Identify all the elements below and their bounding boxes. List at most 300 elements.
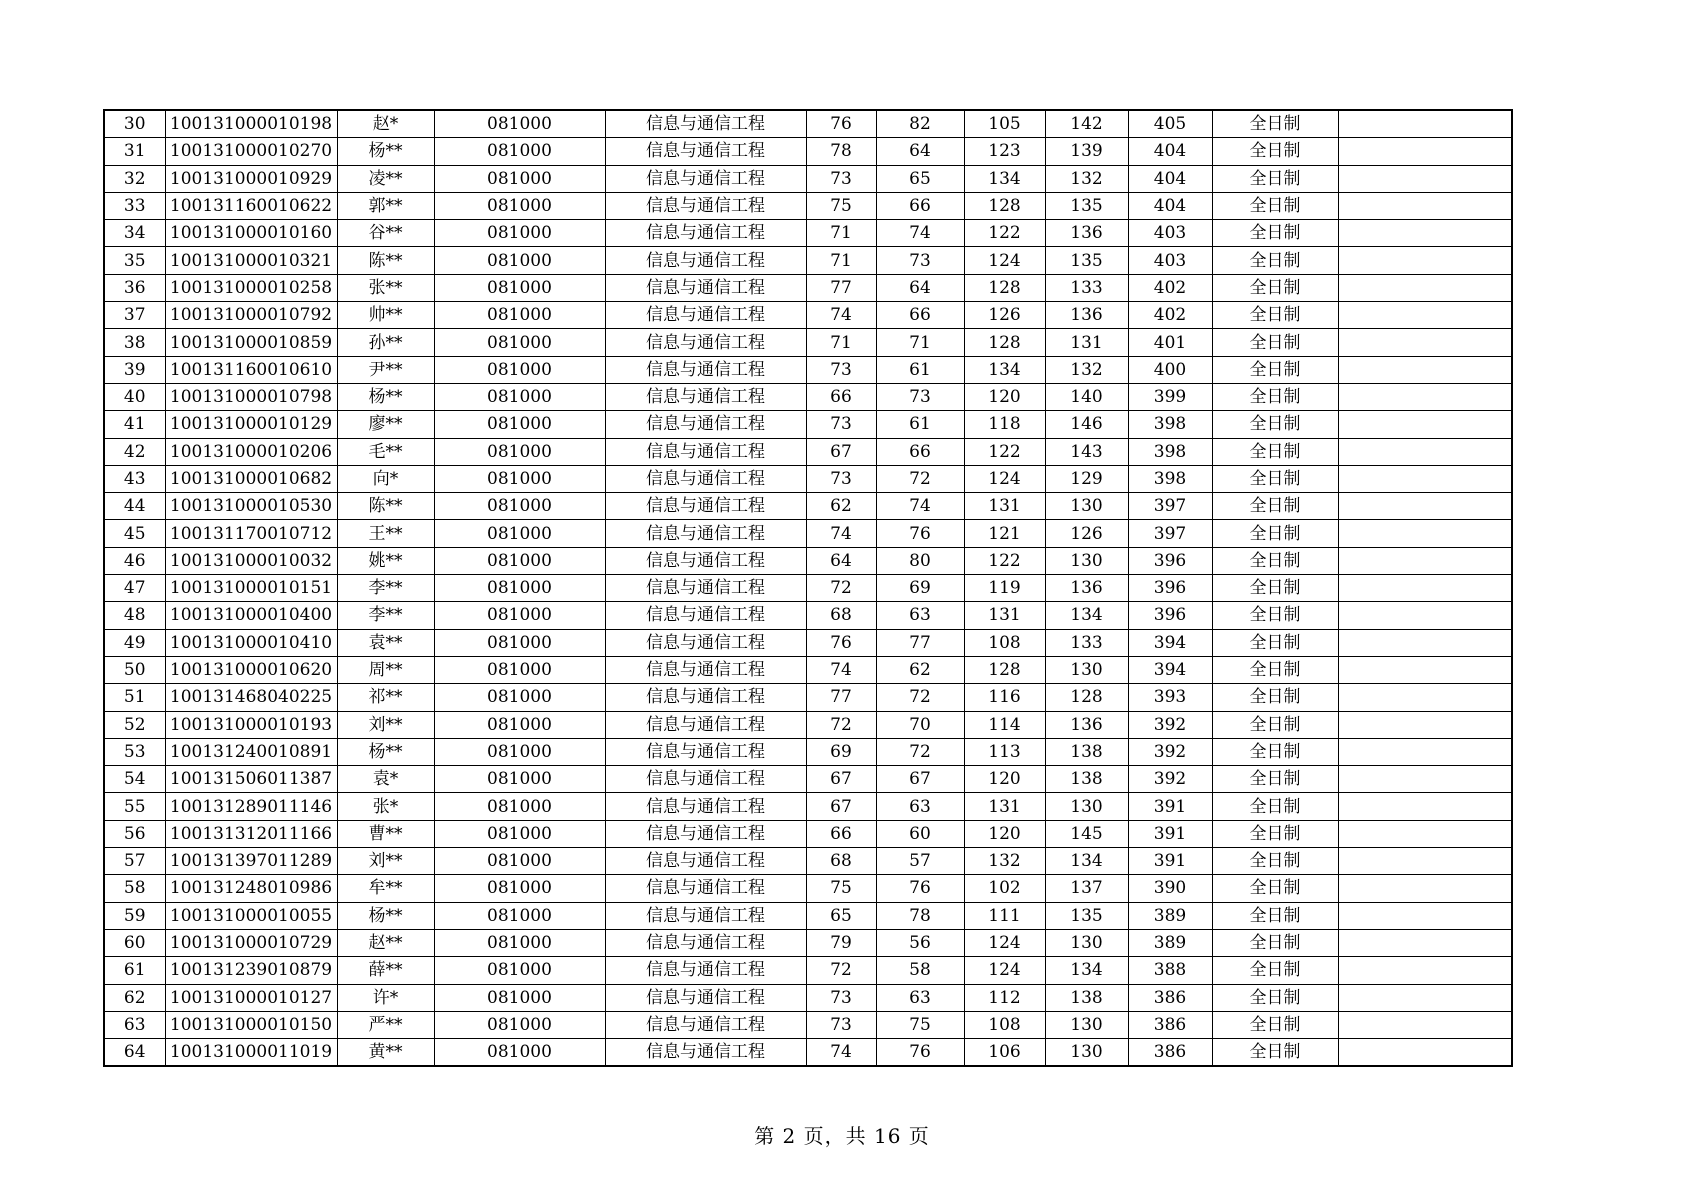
table-row (104, 383, 1512, 410)
cell-score-total: 403 (1128, 247, 1212, 274)
cell-major-code: 081000 (434, 711, 605, 738)
table-row (104, 738, 1512, 765)
cell-major-code: 081000 (434, 110, 605, 138)
cell-score-politics: 68 (806, 848, 876, 875)
cell-major-name: 信息与通信工程 (605, 848, 806, 875)
cell-serial-no: 35 (104, 247, 165, 274)
cell-serial-no: 34 (104, 220, 165, 247)
cell-exam-id: 100131000010055 (165, 902, 337, 929)
cell-major-name: 信息与通信工程 (605, 738, 806, 765)
cell-major-code: 081000 (434, 520, 605, 547)
cell-study-mode: 全日制 (1212, 984, 1338, 1011)
cell-remarks (1338, 656, 1512, 683)
cell-remarks (1338, 929, 1512, 956)
cell-score-professional: 143 (1045, 438, 1128, 465)
cell-major-name: 信息与通信工程 (605, 575, 806, 602)
cell-name: 李** (337, 602, 434, 629)
cell-serial-no: 36 (104, 274, 165, 301)
cell-name: 凌** (337, 165, 434, 192)
cell-exam-id: 100131000010129 (165, 411, 337, 438)
cell-score-professional: 130 (1045, 493, 1128, 520)
cell-score-english: 75 (876, 1011, 964, 1038)
cell-study-mode: 全日制 (1212, 957, 1338, 984)
cell-score-professional: 142 (1045, 110, 1128, 138)
cell-major-name: 信息与通信工程 (605, 547, 806, 574)
cell-score-math: 105 (964, 110, 1045, 138)
table-row (104, 220, 1512, 247)
cell-remarks (1338, 875, 1512, 902)
cell-major-code: 081000 (434, 493, 605, 520)
cell-exam-id: 100131000010160 (165, 220, 337, 247)
cell-serial-no: 55 (104, 793, 165, 820)
table-row (104, 629, 1512, 656)
table-row (104, 711, 1512, 738)
cell-remarks (1338, 520, 1512, 547)
cell-serial-no: 59 (104, 902, 165, 929)
cell-major-name: 信息与通信工程 (605, 192, 806, 219)
cell-score-math: 122 (964, 220, 1045, 247)
cell-score-politics: 64 (806, 547, 876, 574)
table-row (104, 929, 1512, 956)
cell-name: 张* (337, 793, 434, 820)
cell-study-mode: 全日制 (1212, 356, 1338, 383)
cell-study-mode: 全日制 (1212, 493, 1338, 520)
cell-major-name: 信息与通信工程 (605, 602, 806, 629)
cell-score-english: 65 (876, 165, 964, 192)
cell-score-math: 124 (964, 929, 1045, 956)
cell-major-name: 信息与通信工程 (605, 929, 806, 956)
cell-score-total: 400 (1128, 356, 1212, 383)
cell-remarks (1338, 711, 1512, 738)
cell-serial-no: 44 (104, 493, 165, 520)
cell-score-politics: 77 (806, 274, 876, 301)
cell-major-name: 信息与通信工程 (605, 684, 806, 711)
table-row (104, 520, 1512, 547)
cell-score-politics: 71 (806, 329, 876, 356)
cell-score-professional: 134 (1045, 848, 1128, 875)
table-row (104, 493, 1512, 520)
cell-major-code: 081000 (434, 820, 605, 847)
cell-major-name: 信息与通信工程 (605, 984, 806, 1011)
cell-score-total: 394 (1128, 656, 1212, 683)
cell-score-math: 128 (964, 192, 1045, 219)
table-row (104, 602, 1512, 629)
cell-name: 周** (337, 656, 434, 683)
cell-score-politics: 67 (806, 766, 876, 793)
cell-study-mode: 全日制 (1212, 738, 1338, 765)
cell-score-english: 77 (876, 629, 964, 656)
cell-remarks (1338, 738, 1512, 765)
cell-score-math: 108 (964, 1011, 1045, 1038)
cell-major-code: 081000 (434, 302, 605, 329)
cell-score-total: 388 (1128, 957, 1212, 984)
cell-score-professional: 146 (1045, 411, 1128, 438)
cell-name: 谷** (337, 220, 434, 247)
cell-major-name: 信息与通信工程 (605, 875, 806, 902)
cell-remarks (1338, 329, 1512, 356)
cell-serial-no: 33 (104, 192, 165, 219)
cell-score-english: 72 (876, 738, 964, 765)
cell-score-professional: 140 (1045, 383, 1128, 410)
cell-major-code: 081000 (434, 1039, 605, 1067)
cell-score-professional: 130 (1045, 1039, 1128, 1067)
cell-study-mode: 全日制 (1212, 711, 1338, 738)
cell-name: 孙** (337, 329, 434, 356)
cell-remarks (1338, 411, 1512, 438)
cell-score-politics: 75 (806, 192, 876, 219)
cell-score-professional: 130 (1045, 793, 1128, 820)
cell-major-code: 081000 (434, 984, 605, 1011)
cell-remarks (1338, 629, 1512, 656)
cell-score-politics: 66 (806, 820, 876, 847)
cell-study-mode: 全日制 (1212, 192, 1338, 219)
cell-name: 杨** (337, 738, 434, 765)
cell-score-politics: 68 (806, 602, 876, 629)
table-row (104, 793, 1512, 820)
cell-score-english: 78 (876, 902, 964, 929)
cell-score-total: 390 (1128, 875, 1212, 902)
cell-serial-no: 62 (104, 984, 165, 1011)
cell-remarks (1338, 547, 1512, 574)
table-row (104, 110, 1512, 138)
cell-score-professional: 135 (1045, 247, 1128, 274)
cell-score-math: 113 (964, 738, 1045, 765)
cell-name: 赵** (337, 929, 434, 956)
cell-serial-no: 61 (104, 957, 165, 984)
cell-major-code: 081000 (434, 274, 605, 301)
cell-name: 刘** (337, 848, 434, 875)
cell-serial-no: 57 (104, 848, 165, 875)
cell-major-name: 信息与通信工程 (605, 356, 806, 383)
cell-serial-no: 50 (104, 656, 165, 683)
cell-name: 许* (337, 984, 434, 1011)
cell-major-name: 信息与通信工程 (605, 438, 806, 465)
cell-major-name: 信息与通信工程 (605, 957, 806, 984)
cell-name: 薛** (337, 957, 434, 984)
cell-major-code: 081000 (434, 547, 605, 574)
cell-score-professional: 133 (1045, 274, 1128, 301)
cell-study-mode: 全日制 (1212, 547, 1338, 574)
cell-score-politics: 69 (806, 738, 876, 765)
cell-study-mode: 全日制 (1212, 383, 1338, 410)
cell-serial-no: 58 (104, 875, 165, 902)
cell-major-code: 081000 (434, 738, 605, 765)
cell-name: 杨** (337, 902, 434, 929)
cell-study-mode: 全日制 (1212, 274, 1338, 301)
cell-score-math: 126 (964, 302, 1045, 329)
cell-score-total: 391 (1128, 820, 1212, 847)
cell-major-name: 信息与通信工程 (605, 220, 806, 247)
table-row (104, 547, 1512, 574)
cell-score-math: 124 (964, 957, 1045, 984)
cell-score-professional: 135 (1045, 192, 1128, 219)
cell-score-total: 392 (1128, 738, 1212, 765)
cell-exam-id: 100131248010986 (165, 875, 337, 902)
cell-exam-id: 100131000010530 (165, 493, 337, 520)
cell-major-code: 081000 (434, 848, 605, 875)
cell-remarks (1338, 192, 1512, 219)
cell-exam-id: 100131000010620 (165, 656, 337, 683)
cell-score-math: 134 (964, 356, 1045, 383)
cell-serial-no: 41 (104, 411, 165, 438)
cell-study-mode: 全日制 (1212, 848, 1338, 875)
cell-score-professional: 128 (1045, 684, 1128, 711)
table-row (104, 438, 1512, 465)
table-row (104, 902, 1512, 929)
cell-major-name: 信息与通信工程 (605, 1011, 806, 1038)
cell-exam-id: 100131000010929 (165, 165, 337, 192)
cell-major-name: 信息与通信工程 (605, 465, 806, 492)
cell-score-politics: 76 (806, 629, 876, 656)
cell-name: 严** (337, 1011, 434, 1038)
cell-score-total: 389 (1128, 902, 1212, 929)
cell-score-math: 120 (964, 766, 1045, 793)
cell-name: 赵* (337, 110, 434, 138)
cell-score-math: 118 (964, 411, 1045, 438)
cell-exam-id: 100131289011146 (165, 793, 337, 820)
cell-name: 杨** (337, 383, 434, 410)
cell-score-politics: 76 (806, 110, 876, 138)
cell-score-english: 73 (876, 383, 964, 410)
cell-remarks (1338, 438, 1512, 465)
cell-score-total: 398 (1128, 411, 1212, 438)
cell-exam-id: 100131000010198 (165, 110, 337, 138)
cell-score-total: 397 (1128, 493, 1212, 520)
cell-major-name: 信息与通信工程 (605, 110, 806, 138)
cell-score-math: 132 (964, 848, 1045, 875)
cell-serial-no: 47 (104, 575, 165, 602)
cell-score-professional: 129 (1045, 465, 1128, 492)
score-table (103, 109, 1513, 1067)
cell-score-politics: 78 (806, 138, 876, 165)
cell-serial-no: 39 (104, 356, 165, 383)
cell-remarks (1338, 848, 1512, 875)
cell-study-mode: 全日制 (1212, 684, 1338, 711)
cell-score-total: 389 (1128, 929, 1212, 956)
cell-score-professional: 130 (1045, 1011, 1128, 1038)
cell-score-english: 69 (876, 575, 964, 602)
cell-score-total: 393 (1128, 684, 1212, 711)
cell-score-politics: 73 (806, 984, 876, 1011)
cell-score-total: 392 (1128, 766, 1212, 793)
cell-remarks (1338, 1011, 1512, 1038)
table-row (104, 411, 1512, 438)
cell-serial-no: 63 (104, 1011, 165, 1038)
cell-major-code: 081000 (434, 247, 605, 274)
cell-score-politics: 74 (806, 302, 876, 329)
cell-exam-id: 100131160010610 (165, 356, 337, 383)
cell-score-english: 60 (876, 820, 964, 847)
cell-study-mode: 全日制 (1212, 820, 1338, 847)
cell-score-total: 396 (1128, 547, 1212, 574)
cell-study-mode: 全日制 (1212, 411, 1338, 438)
cell-score-politics: 79 (806, 929, 876, 956)
cell-major-name: 信息与通信工程 (605, 656, 806, 683)
table-row (104, 766, 1512, 793)
cell-score-politics: 72 (806, 957, 876, 984)
cell-major-name: 信息与通信工程 (605, 711, 806, 738)
table-row (104, 575, 1512, 602)
cell-name: 向* (337, 465, 434, 492)
cell-remarks (1338, 110, 1512, 138)
cell-remarks (1338, 1039, 1512, 1067)
table-row (104, 247, 1512, 274)
cell-score-english: 80 (876, 547, 964, 574)
cell-serial-no: 32 (104, 165, 165, 192)
table-row (104, 1039, 1512, 1067)
cell-remarks (1338, 793, 1512, 820)
table-body (104, 110, 1512, 1066)
cell-major-code: 081000 (434, 1011, 605, 1038)
cell-score-total: 401 (1128, 329, 1212, 356)
cell-score-english: 72 (876, 465, 964, 492)
cell-score-politics: 67 (806, 438, 876, 465)
cell-score-professional: 130 (1045, 929, 1128, 956)
cell-serial-no: 42 (104, 438, 165, 465)
cell-score-professional: 136 (1045, 575, 1128, 602)
cell-score-total: 386 (1128, 1039, 1212, 1067)
cell-study-mode: 全日制 (1212, 602, 1338, 629)
cell-exam-id: 100131397011289 (165, 848, 337, 875)
cell-name: 廖** (337, 411, 434, 438)
cell-score-total: 386 (1128, 1011, 1212, 1038)
cell-score-math: 124 (964, 465, 1045, 492)
cell-serial-no: 30 (104, 110, 165, 138)
cell-score-english: 74 (876, 493, 964, 520)
cell-score-professional: 138 (1045, 984, 1128, 1011)
cell-score-politics: 65 (806, 902, 876, 929)
table-row (104, 848, 1512, 875)
table-row (104, 302, 1512, 329)
cell-score-math: 120 (964, 383, 1045, 410)
cell-major-code: 081000 (434, 656, 605, 683)
cell-score-total: 386 (1128, 984, 1212, 1011)
cell-score-total: 397 (1128, 520, 1212, 547)
cell-score-total: 394 (1128, 629, 1212, 656)
cell-score-english: 82 (876, 110, 964, 138)
cell-major-name: 信息与通信工程 (605, 902, 806, 929)
cell-score-professional: 137 (1045, 875, 1128, 902)
cell-serial-no: 60 (104, 929, 165, 956)
cell-score-math: 131 (964, 793, 1045, 820)
cell-major-code: 081000 (434, 138, 605, 165)
cell-remarks (1338, 984, 1512, 1011)
cell-study-mode: 全日制 (1212, 465, 1338, 492)
cell-name: 郭** (337, 192, 434, 219)
cell-remarks (1338, 302, 1512, 329)
cell-score-english: 76 (876, 520, 964, 547)
cell-major-code: 081000 (434, 602, 605, 629)
cell-score-politics: 72 (806, 575, 876, 602)
cell-name: 姚** (337, 547, 434, 574)
cell-score-math: 124 (964, 247, 1045, 274)
cell-score-politics: 74 (806, 1039, 876, 1067)
cell-score-math: 119 (964, 575, 1045, 602)
cell-score-english: 62 (876, 656, 964, 683)
cell-score-professional: 130 (1045, 547, 1128, 574)
cell-major-name: 信息与通信工程 (605, 493, 806, 520)
cell-score-total: 403 (1128, 220, 1212, 247)
cell-exam-id: 100131000011019 (165, 1039, 337, 1067)
cell-score-math: 122 (964, 438, 1045, 465)
cell-major-code: 081000 (434, 929, 605, 956)
cell-study-mode: 全日制 (1212, 875, 1338, 902)
cell-score-english: 73 (876, 247, 964, 274)
cell-major-name: 信息与通信工程 (605, 793, 806, 820)
cell-score-politics: 71 (806, 247, 876, 274)
cell-remarks (1338, 957, 1512, 984)
cell-serial-no: 37 (104, 302, 165, 329)
cell-score-english: 61 (876, 411, 964, 438)
cell-serial-no: 31 (104, 138, 165, 165)
cell-score-politics: 71 (806, 220, 876, 247)
cell-score-math: 131 (964, 602, 1045, 629)
cell-score-professional: 145 (1045, 820, 1128, 847)
cell-name: 尹** (337, 356, 434, 383)
cell-score-professional: 138 (1045, 766, 1128, 793)
cell-score-english: 64 (876, 274, 964, 301)
cell-score-professional: 139 (1045, 138, 1128, 165)
cell-remarks (1338, 220, 1512, 247)
cell-score-politics: 73 (806, 1011, 876, 1038)
cell-exam-id: 100131240010891 (165, 738, 337, 765)
cell-exam-id: 100131000010792 (165, 302, 337, 329)
cell-study-mode: 全日制 (1212, 220, 1338, 247)
cell-name: 王** (337, 520, 434, 547)
cell-exam-id: 100131000010206 (165, 438, 337, 465)
cell-name: 张** (337, 274, 434, 301)
table-row (104, 984, 1512, 1011)
cell-major-code: 081000 (434, 411, 605, 438)
cell-study-mode: 全日制 (1212, 329, 1338, 356)
cell-score-total: 396 (1128, 602, 1212, 629)
cell-score-professional: 134 (1045, 602, 1128, 629)
cell-serial-no: 53 (104, 738, 165, 765)
cell-score-english: 67 (876, 766, 964, 793)
cell-serial-no: 40 (104, 383, 165, 410)
cell-major-name: 信息与通信工程 (605, 329, 806, 356)
table-row (104, 356, 1512, 383)
cell-score-english: 61 (876, 356, 964, 383)
cell-exam-id: 100131000010798 (165, 383, 337, 410)
cell-major-code: 081000 (434, 356, 605, 383)
cell-major-code: 081000 (434, 165, 605, 192)
cell-score-english: 57 (876, 848, 964, 875)
cell-score-professional: 134 (1045, 957, 1128, 984)
cell-name: 杨** (337, 138, 434, 165)
cell-score-total: 399 (1128, 383, 1212, 410)
cell-score-english: 63 (876, 793, 964, 820)
cell-remarks (1338, 684, 1512, 711)
cell-exam-id: 100131000010193 (165, 711, 337, 738)
cell-name: 刘** (337, 711, 434, 738)
cell-name: 曹** (337, 820, 434, 847)
cell-study-mode: 全日制 (1212, 110, 1338, 138)
cell-major-code: 081000 (434, 902, 605, 929)
cell-score-total: 396 (1128, 575, 1212, 602)
cell-major-code: 081000 (434, 465, 605, 492)
cell-score-professional: 130 (1045, 656, 1128, 683)
cell-study-mode: 全日制 (1212, 302, 1338, 329)
cell-major-code: 081000 (434, 329, 605, 356)
cell-score-politics: 73 (806, 465, 876, 492)
cell-study-mode: 全日制 (1212, 656, 1338, 683)
cell-score-politics: 77 (806, 684, 876, 711)
cell-serial-no: 49 (104, 629, 165, 656)
cell-score-professional: 136 (1045, 711, 1128, 738)
cell-score-professional: 131 (1045, 329, 1128, 356)
cell-exam-id: 100131000010410 (165, 629, 337, 656)
